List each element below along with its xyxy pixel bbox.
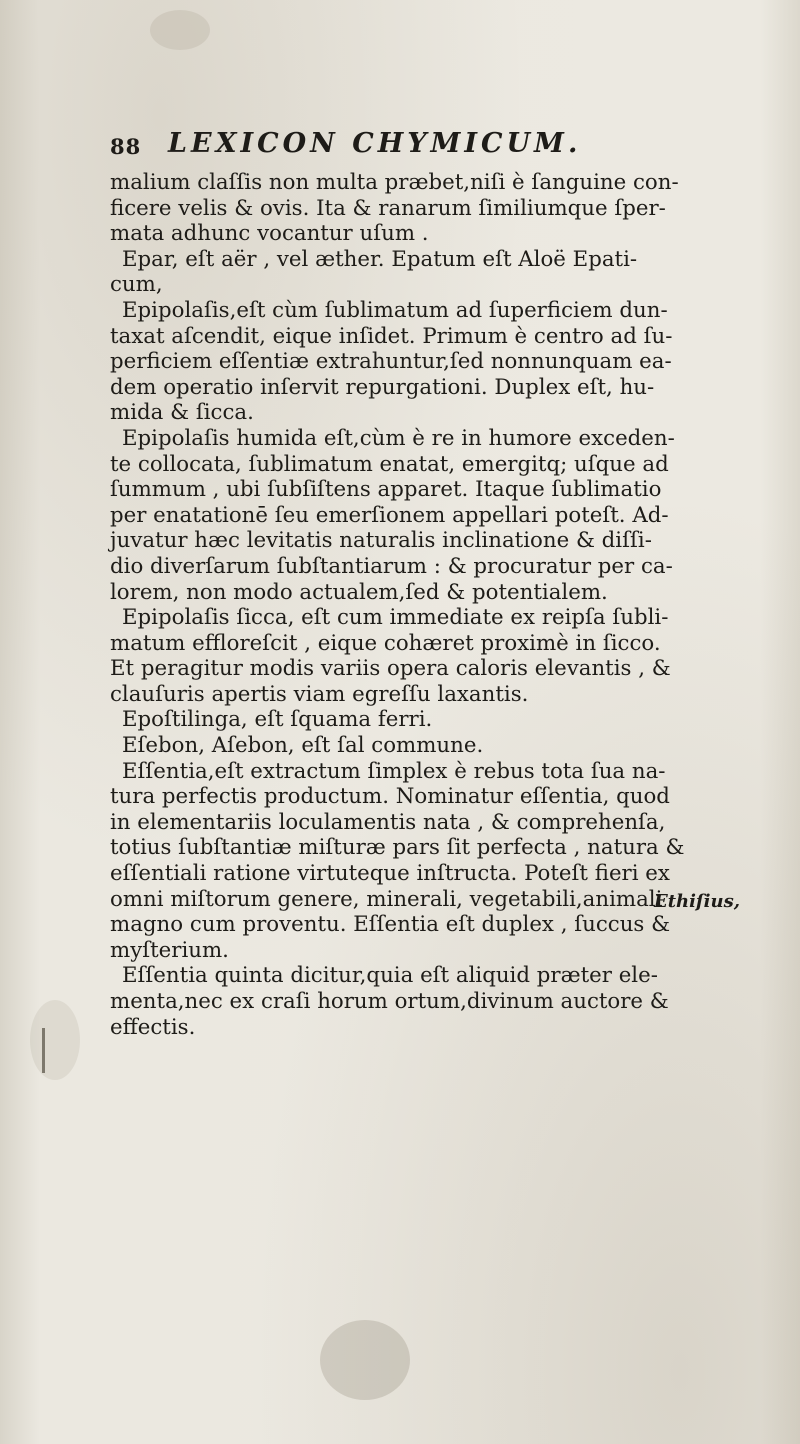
text-line: mata adhunc vocantur uſum .: [110, 221, 429, 247]
text-line: Epipolaſis,eſt cùm ſublimatum ad ſuperficiem dun-: [122, 297, 668, 323]
text-line: mida & ſicca.: [110, 400, 254, 426]
foxing-stain: [30, 1000, 80, 1080]
text-line: Eſebon, Aſebon, eſt ſal commune.: [122, 733, 484, 759]
text-line: in elementariis loculamentis nata , & comprehenſa,: [110, 809, 666, 835]
text-line: ficere velis & ovis. Ita & ranarum ſimiliumque ſper-: [110, 195, 666, 221]
text-line: menta,nec ex craſi horum ortum,divinum auctore &: [110, 989, 669, 1014]
text-line: omni miſtorum genere, minerali, vegetabili,animali: [110, 886, 663, 912]
text-line: cum,: [110, 272, 163, 298]
foxing-stain: [320, 1320, 410, 1400]
text-line: dio diverſarum ſubſtantiarum : & procuratur per ca-: [110, 553, 673, 579]
text-line: te collocata, ſublimatum enatat, emergitq; uſque ad: [110, 451, 669, 477]
text-line: magno cum proventu. Eſſentia eſt duplex , ſuccus &: [110, 912, 671, 938]
text-line: Et peragitur modis variis opera caloris elevantis , &: [110, 656, 671, 682]
text-line: lorem, non modo actualem,ſed & potentialem.: [110, 579, 608, 605]
page-number: 88: [110, 134, 142, 159]
text-line: eſſentiali ratione virtuteque inſtructa. Poteſt fieri ex: [110, 861, 670, 887]
catchword: Ethiſius,: [653, 891, 740, 912]
text-line: tura perfectis productum. Nominatur eſſentia, quod: [110, 784, 670, 810]
text-line: Epipolaſis ſicca, eſt cum immediate ex reipſa ſubli-: [122, 605, 669, 631]
text-line: effectis.: [110, 1014, 196, 1040]
text-line: totius ſubſtantiæ miſturæ pars ſit perfecta , natura &: [110, 835, 685, 861]
text-line: dem operatio inſervit repurgationi. Duplex eſt, hu-: [110, 374, 655, 400]
text-line: myſterium.: [110, 937, 229, 963]
running-title: LEXICON CHYMICUM.: [168, 128, 582, 159]
text-line: perficiem eſſentiæ extrahuntur,ſed nonnunquam ea-: [110, 349, 672, 375]
text-line: clauſuris apertis viam egreſſu laxantis.: [110, 681, 529, 707]
body-text: [110, 170, 740, 1040]
text-line: Epoſtilinga, eſt ſquama ferri.: [122, 707, 433, 733]
text-line: juvatur hæc levitatis naturalis inclinatione & diſſi-: [110, 528, 652, 554]
page-header: [110, 128, 730, 164]
ink-mark: [42, 1028, 45, 1073]
text-line: taxat aſcendit, eique inſidet. Primum è centro ad ſu-: [110, 323, 673, 349]
text-line: per enatationē ſeu emerſionem appellari poteſt. Ad-: [110, 502, 669, 528]
text-line: Epar, eſt aër , vel æther. Epatum eſt Aloë Epati-: [122, 246, 638, 272]
text-line: Epipolaſis humida eſt,cùm è re in humore exceden-: [122, 425, 675, 451]
foxing-stain: [150, 10, 210, 50]
text-line: Eſſentia quinta dicitur,quia eſt aliquid præter ele-: [122, 963, 658, 989]
text-line: malium claſſis non multa præbet,niſi è ſanguine con-: [110, 170, 679, 195]
text-line: matum effloreſcit , eique cohæret proximè in ſicco.: [110, 630, 661, 656]
text-line: ſummum , ubi ſubſiſtens apparet. Itaque ſublimatio: [110, 477, 662, 503]
text-line: Eſſentia,eſt extractum ſimplex è rebus tota ſua na-: [122, 758, 666, 784]
